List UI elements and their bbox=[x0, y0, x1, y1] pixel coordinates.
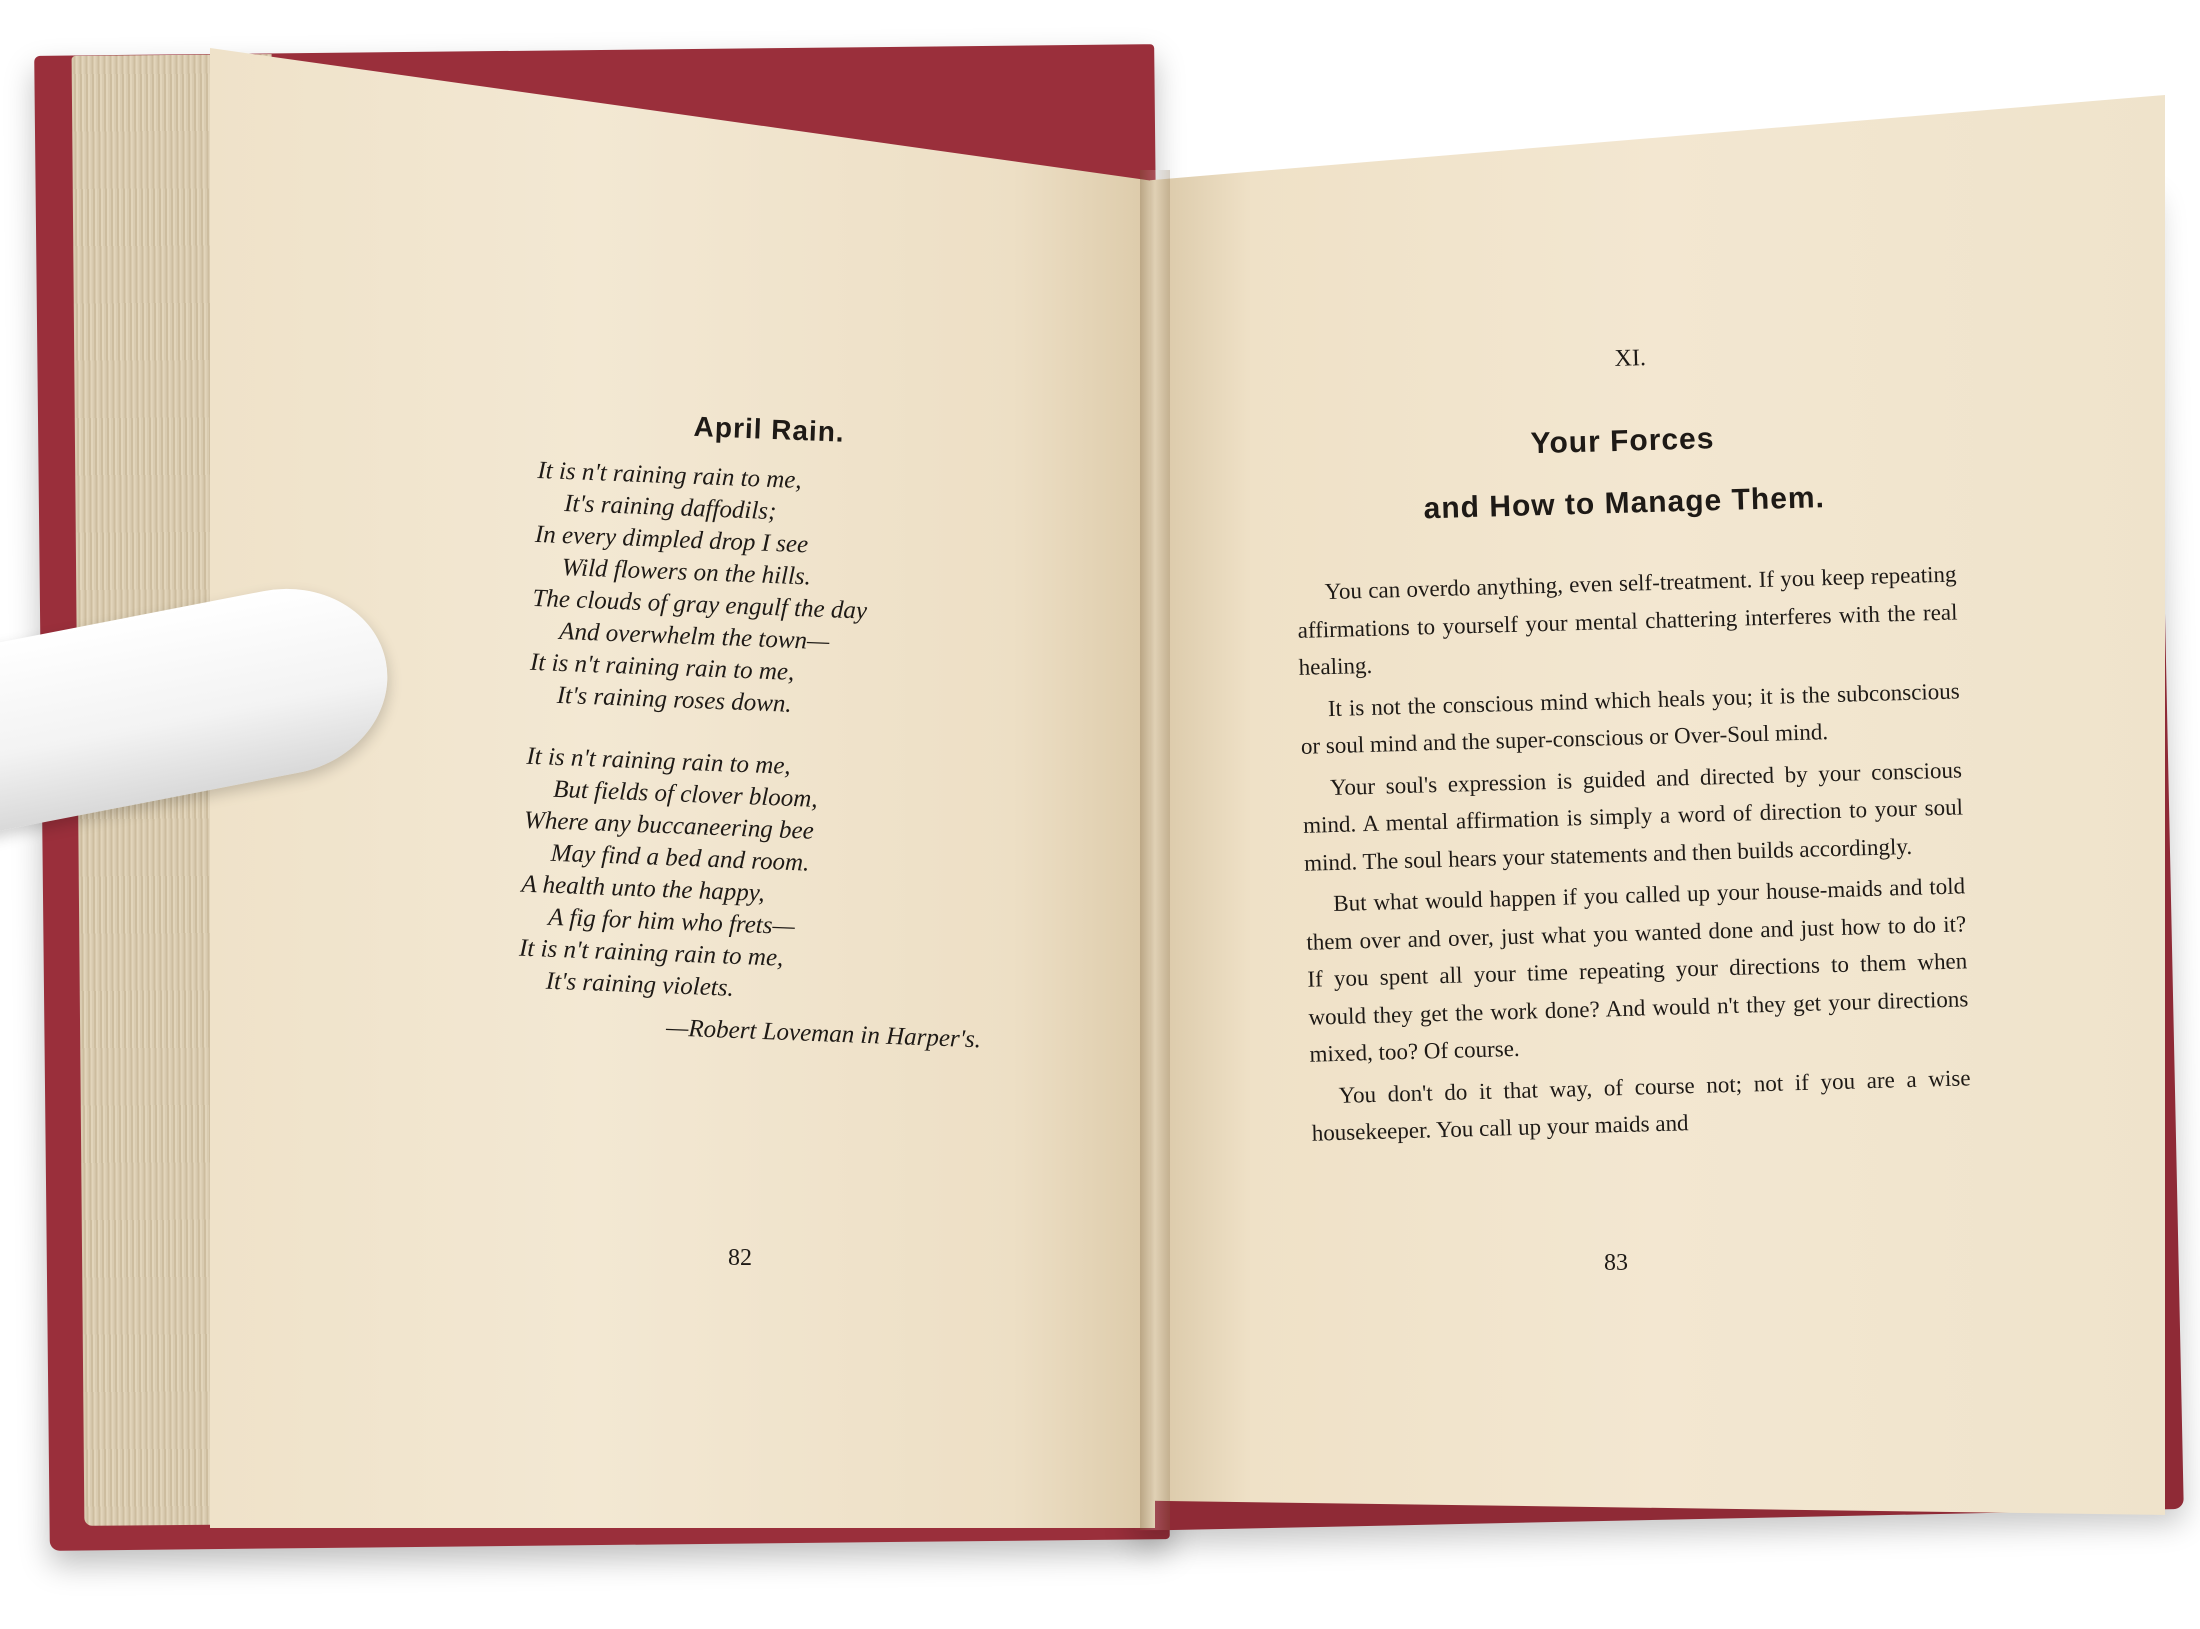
chapter-title bbox=[1292, 402, 1955, 544]
poem-line: It is n't raining rain to me, bbox=[518, 934, 784, 972]
page-number-right: 83 bbox=[1604, 1250, 1628, 1276]
poem-attribution: —Robert Loveman in Harper's. bbox=[665, 1014, 982, 1054]
poem-line: But fields of clover bloom, bbox=[552, 775, 819, 813]
poem-line: In every dimpled drop I see bbox=[534, 520, 809, 559]
stanza-2 bbox=[517, 741, 1086, 1018]
poem-line: It is n't raining rain to me, bbox=[529, 648, 795, 686]
poem-line: May find a bed and room. bbox=[550, 839, 810, 877]
body-paragraph: Your soul's expression is guided and directed by your conscious mind. A mental affirmation is simply a word of direction to your soul mind. The soul hears your statements and then builds accordingly. bbox=[1302, 756, 1964, 876]
book-gutter bbox=[1140, 170, 1170, 1530]
chapter-title-line-2: and How to Manage Them. bbox=[1423, 481, 1826, 526]
poem-line: Where any buccaneering bee bbox=[523, 806, 815, 845]
chapter-title-line-1: Your Forces bbox=[1530, 422, 1715, 461]
body-paragraph: You can overdo anything, even self-treatment. If you keep repeating affirmations to yourself your mental chattering interferes with the real healing. bbox=[1297, 561, 1958, 680]
poem-line: And overwhelm the town— bbox=[558, 617, 830, 656]
body-paragraph: But what would happen if you called up your house-maids and told them over and over, just what you wanted done and just how to do it? If you spent all your time repeating your directions to them when would they get the work done? And would n't they get your directions mixed, too? Of course. bbox=[1306, 873, 1969, 1067]
poem-line: It is n't raining rain to me, bbox=[536, 456, 803, 495]
poem-line: A fig for him who frets— bbox=[547, 903, 796, 941]
page-number-left: 82 bbox=[728, 1245, 752, 1271]
poem-title: April Rain. bbox=[693, 410, 846, 448]
chapter-number: XI. bbox=[1614, 345, 1647, 372]
poem-line: A health unto the happy, bbox=[521, 870, 766, 907]
body-paragraph: It is not the conscious mind which heals you; it is the subconscious or soul mind and the super-conscious or Over-Soul mind. bbox=[1300, 677, 1960, 759]
poem-line: The clouds of gray engulf the day bbox=[532, 584, 868, 625]
poem-line: It's raining roses down. bbox=[556, 681, 793, 718]
poem-block bbox=[516, 405, 1100, 1058]
poem-line: It is n't raining rain to me, bbox=[525, 742, 792, 780]
poem-line: Wild flowers on the hills. bbox=[561, 553, 812, 591]
chapter-block bbox=[1290, 337, 1972, 1157]
stanza-1 bbox=[528, 455, 1097, 732]
poem-line: It's raining daffodils; bbox=[563, 490, 777, 526]
poem-line: It's raining violets. bbox=[545, 967, 735, 1002]
body-paragraph: You don't do it that way, of course not; not if you are a wise housekeeper. You call up your maids and bbox=[1311, 1064, 1971, 1146]
